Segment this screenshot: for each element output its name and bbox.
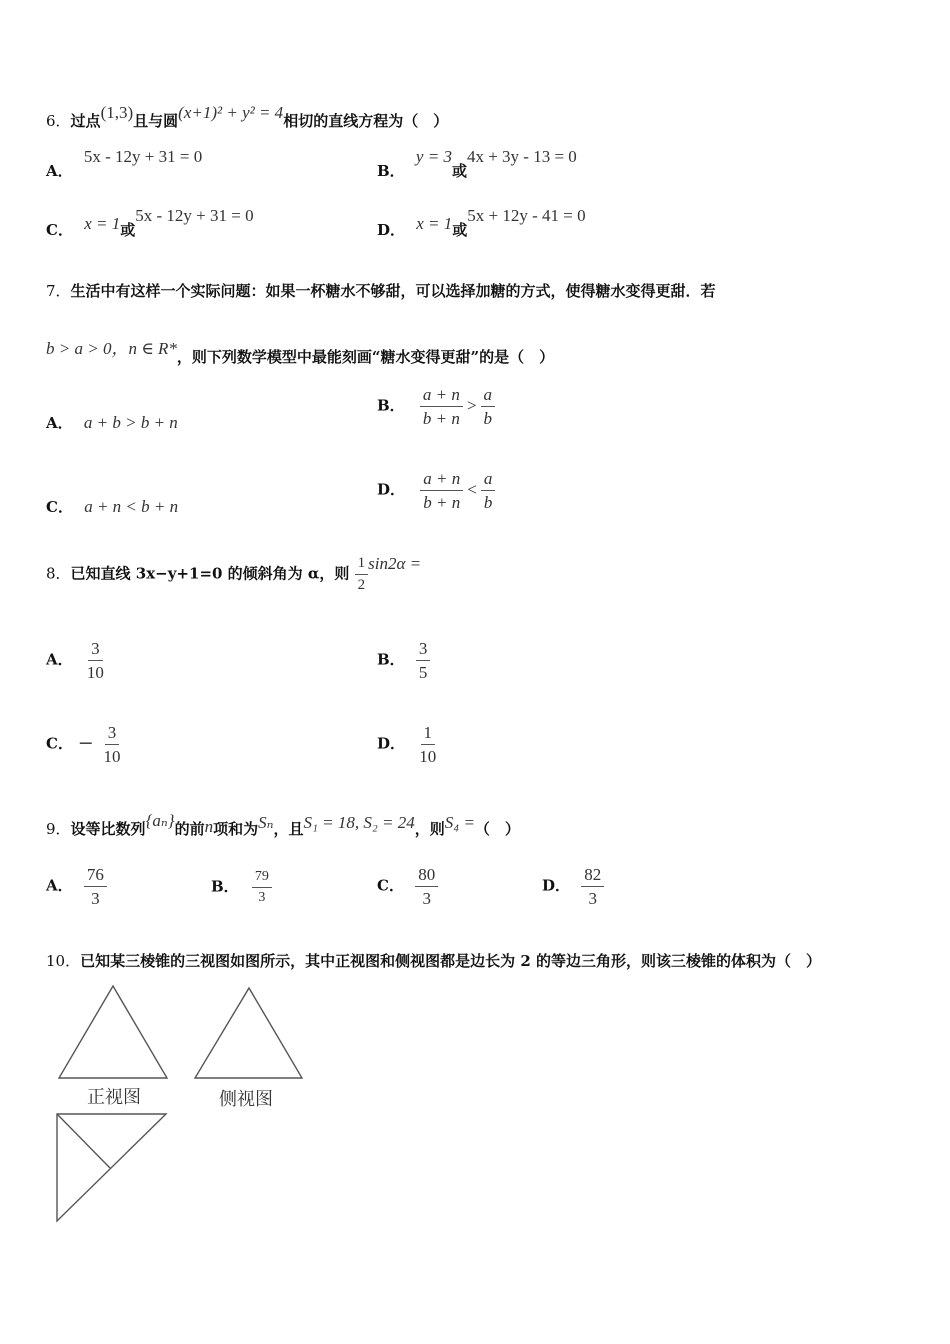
q6-option-a-label: A． — [46, 162, 73, 180]
q8-option-d-label: D． — [377, 734, 406, 753]
q8-option-b-den: 5 — [418, 663, 428, 682]
q9-option-a[interactable] — [46, 866, 107, 907]
q8-half — [355, 556, 369, 593]
q9-n: n — [204, 817, 214, 836]
q8-option-d-num: 1 — [421, 724, 436, 745]
q8-option-c-label: C． — [46, 734, 73, 753]
q7-option-b-label: B． — [377, 396, 405, 415]
q9-text4: ，且 — [273, 820, 304, 838]
q9-option-c-label: C． — [377, 876, 404, 895]
q7-option-d-num2: a — [481, 470, 496, 491]
q6-option-b-expr2: 4x + 3y - 13 = 0 — [466, 147, 577, 166]
q8-number: 8． — [46, 564, 71, 583]
q7-option-d-den1: b + n — [423, 493, 461, 512]
q6-option-b-expr1: y = 3 — [415, 147, 452, 166]
q6-option-b[interactable] — [377, 147, 577, 181]
q9-option-b-label: B． — [211, 877, 239, 896]
front-view-label: 正视图 — [87, 1087, 141, 1108]
q9-option-d-label: D． — [542, 876, 571, 895]
q6-option-d-label: D． — [377, 221, 406, 239]
q9-text6: （ ） — [474, 820, 520, 838]
q6-text-after: 相切的直线方程为（ ） — [283, 112, 449, 130]
q7-option-d-frac1 — [420, 470, 463, 511]
q7-option-b-den2: b — [483, 409, 492, 428]
q9-s4: S₄ = — [444, 813, 475, 832]
q6-option-c-expr2: 5x - 12y + 31 = 0 — [135, 206, 254, 225]
q7-stem-line1 — [46, 280, 716, 301]
q6-option-d-expr2: 5x + 12y - 41 = 0 — [467, 206, 586, 225]
q6-option-c-label: C． — [46, 221, 73, 239]
q9-option-b-num: 79 — [252, 870, 272, 888]
q9-sn: Sₙ — [258, 813, 274, 832]
q7-text-line1: 生活中有这样一个实际问题：如果一杯糖水不够甜，可以选择加糖的方式，使得糖水变得更甜．若 — [70, 282, 716, 300]
q8-option-c-num: 3 — [105, 724, 120, 745]
q9-option-d-num: 82 — [581, 866, 604, 887]
q8-option-a[interactable] — [46, 640, 107, 681]
q9-option-c-frac — [415, 866, 438, 907]
q8-expr: sin2α = — [368, 553, 422, 573]
q7-option-b-den1: b + n — [422, 409, 460, 428]
q9-option-d[interactable] — [542, 866, 604, 907]
q7-text-line2: ，则下列数学模型中最能刻画“糖水变得更甜”的是（ ） — [176, 348, 555, 366]
q7-option-c-expr: a + n < b + n — [84, 497, 179, 516]
q9-option-a-label: A． — [46, 876, 73, 895]
side-view-label: 侧视图 — [219, 1089, 273, 1110]
q9-option-d-frac — [581, 866, 604, 907]
q9-text5: ，则 — [414, 820, 445, 838]
q9-option-d-den: 3 — [588, 889, 597, 908]
q7-option-d-num1: a + n — [420, 470, 463, 491]
q7-option-d-label: D． — [377, 480, 406, 499]
q7-option-d-frac2 — [481, 470, 496, 511]
q10-stem — [46, 950, 821, 971]
q8-option-c[interactable] — [46, 724, 123, 765]
q7-option-b-num1: a + n — [420, 386, 463, 407]
q9-option-a-frac — [84, 866, 107, 907]
q8-option-b-label: B． — [377, 650, 405, 669]
q7-option-d-rel: < — [467, 479, 477, 499]
q8-option-c-sign: － — [78, 734, 94, 753]
q8-option-b-num: 3 — [416, 640, 431, 661]
q9-option-c[interactable] — [377, 866, 438, 907]
q7-option-c[interactable] — [46, 496, 179, 517]
q6-option-d-expr1: x = 1 — [416, 214, 453, 233]
q9-option-c-den: 3 — [422, 889, 431, 908]
q6-option-c-expr1: x = 1 — [84, 214, 121, 233]
q6-option-d-or: 或 — [452, 221, 468, 239]
q8-option-b[interactable] — [377, 640, 430, 681]
q7-option-a-label: A． — [46, 414, 73, 432]
q8-option-d-frac — [416, 724, 439, 765]
q10-text: 已知某三棱锥的三视图如图所示，其中正视图和侧视图都是边长为 2 的等边三角形，则该三棱锥的体积为（ ） — [80, 952, 821, 970]
q9-stem — [46, 811, 520, 839]
q7-option-b[interactable] — [377, 386, 495, 427]
q8-option-d-den: 10 — [419, 747, 437, 766]
q9-seq: {aₙ} — [145, 811, 175, 830]
q8-option-d[interactable] — [377, 724, 439, 765]
q6-number: 6． — [46, 112, 71, 130]
q7-condition: b > a > 0，n ∈ R* — [46, 339, 177, 358]
q6-option-b-or: 或 — [451, 162, 467, 180]
q7-option-b-num2: a — [481, 386, 496, 407]
q6-stem — [46, 103, 449, 131]
q7-option-a[interactable] — [46, 412, 178, 433]
q7-option-c-label: C． — [46, 498, 73, 516]
side-view-triangle — [195, 988, 302, 1078]
q6-text-mid: 且与圆 — [133, 112, 179, 130]
q6-option-c[interactable] — [46, 206, 254, 240]
q9-text1: 设等比数列 — [70, 820, 146, 838]
q9-option-b-frac — [252, 870, 272, 905]
q6-circle: (x+1)² + y² = 4 — [178, 103, 284, 122]
q8-option-c-den: 10 — [103, 747, 121, 766]
q8-text: 已知直线 3x−y+1=0 的倾斜角为 α，则 — [70, 564, 350, 583]
q9-text3: 项和为 — [213, 820, 259, 838]
q6-point: (1,3) — [100, 103, 134, 122]
q7-number: 7． — [46, 282, 71, 300]
q6-option-a[interactable] — [46, 147, 203, 181]
q9-option-c-num: 80 — [415, 866, 438, 887]
q6-option-d[interactable] — [377, 206, 586, 240]
q8-half-den: 2 — [357, 577, 366, 593]
q8-half-num: 1 — [355, 556, 369, 575]
q9-option-b-den: 3 — [258, 890, 266, 905]
q6-option-b-label: B． — [377, 162, 405, 180]
q9-option-b[interactable] — [211, 870, 272, 905]
q7-option-b-rel: > — [466, 395, 477, 415]
q7-option-d[interactable] — [377, 470, 495, 511]
front-view-triangle — [59, 986, 167, 1078]
q10-number: 10． — [46, 952, 81, 970]
q8-option-a-den: 10 — [86, 663, 104, 682]
q7-stem-line2 — [46, 339, 555, 367]
q8-option-a-num: 3 — [88, 640, 103, 661]
q9-option-a-den: 3 — [91, 889, 100, 908]
q8-stem — [46, 553, 422, 593]
q6-option-a-expr: 5x - 12y + 31 = 0 — [83, 147, 203, 166]
top-view-shape — [57, 1114, 166, 1221]
q7-option-b-frac1 — [420, 386, 463, 427]
q9-cond: S₁ = 18, S₂ = 24 — [303, 813, 415, 832]
q9-option-a-num: 76 — [84, 866, 107, 887]
q9-number: 9． — [46, 820, 71, 838]
q7-option-b-frac2 — [481, 386, 496, 427]
q6-text-before: 过点 — [70, 112, 101, 130]
q7-option-a-expr: a + b > b + n — [83, 413, 178, 432]
q6-option-c-or: 或 — [120, 221, 136, 239]
q8-option-b-frac — [416, 640, 431, 681]
q8-option-c-frac — [100, 724, 123, 765]
q8-option-a-frac — [84, 640, 107, 681]
q7-option-d-den2: b — [483, 493, 493, 512]
q8-option-a-label: A． — [46, 650, 73, 669]
q9-text2: 的前 — [174, 820, 205, 838]
